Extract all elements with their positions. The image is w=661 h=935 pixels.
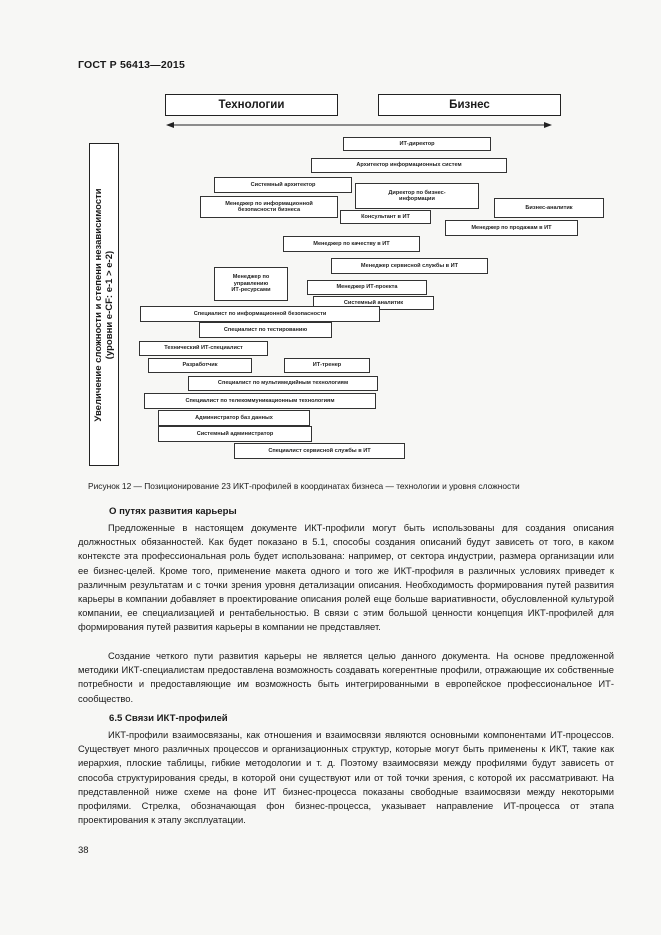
profile-it-trainer: ИТ-тренер: [284, 358, 370, 373]
section-title-career: О путях развития карьеры: [109, 506, 237, 517]
profile-it-director: ИТ-директор: [343, 137, 491, 151]
profile-test-specialist: Специалист по тестированию: [199, 322, 332, 338]
profile-it-project-manager: Менеджер ИТ-проекта: [307, 280, 427, 295]
profile-it-quality-manager: Менеджер по качеству в ИТ: [283, 236, 420, 252]
profile-developer: Разработчик: [148, 358, 252, 373]
profile-business-analyst: Бизнес-аналитик: [494, 198, 604, 218]
complexity-axis-label: Увеличение сложности и степени независимости: [93, 187, 104, 422]
profile-bi-director: Директор по бизнес- информации: [355, 183, 479, 209]
profile-multimedia-specialist: Специалист по мультимедийным технологиям: [188, 376, 378, 391]
section-title-links: 6.5 Связи ИКТ-профилей: [109, 713, 228, 724]
career-paragraph-2: Создание четкого пути развития карьеры не является целью данного документа. На основе предложенной методики ИКТ-специалистам предоставлена возможность создавать когерентные профили, отражающие их собственные потребности и предоставляющие им возможность быть интегрированными в европейское профессиональное ИТ-сообщество.: [78, 650, 614, 704]
technology-axis-label: Технологии: [165, 94, 338, 116]
profile-it-resource-manager: Менеджер по управлению ИТ-ресурсами: [214, 267, 288, 301]
profile-system-administrator: Системный администратор: [158, 426, 312, 442]
profile-is-architect: Архитектор информационных систем: [311, 158, 507, 173]
career-paragraph-1: Предложенные в настоящем документе ИКТ-профили могут быть использованы для создания описания должностных обязанностей. Как будет показано в 5.1, способы создания описаний будут зависеть от того, в каком контексте эта профессиональная роль будет использована: например, от сектора индустрии, размера организации или ее бизнес-целей. Кроме того, применение макета одного и того же ИКТ-профиля в различных условиях приведет к различным результатам и с точки зрения уровня детализации описания. Необходимость формирования путей развития карьеры в компании добавляет в проектирование описания ролей еще больше вариативности, обусловленной культурой компании, ее специализацией и рентабельностью. В связи с этим большой ценности концепция ИКТ-профилей для формирования путей развития карьеры в компании не представляет.: [78, 522, 614, 633]
complexity-axis: [89, 143, 119, 466]
profile-technical-it-specialist: Технический ИТ-специалист: [139, 341, 268, 356]
right-arrowhead-icon: [544, 122, 552, 128]
profile-it-service-manager: Менеджер сервисной службы в ИТ: [331, 258, 488, 274]
profile-systems-analyst: Системный аналитик: [313, 296, 434, 310]
complexity-axis-levels: (уровни e-CF: e-1 > e-2): [104, 250, 115, 359]
document-header: ГОСТ Р 56413—2015: [78, 59, 186, 71]
career-positioning-figure: [88, 90, 618, 468]
profile-system-architect: Системный архитектор: [214, 177, 352, 193]
profile-it-service-specialist: Специалист сервисной службы в ИТ: [234, 443, 405, 459]
business-axis-label: Бизнес: [378, 94, 561, 116]
profile-infosec-specialist: Специалист по информационной безопасности: [140, 306, 380, 322]
profile-business-infosec-manager: Менеджер по информационной безопасности бизнеса: [200, 196, 338, 218]
profile-it-sales-manager: Менеджер по продажам в ИТ: [445, 220, 578, 236]
profile-it-consultant: Консультант в ИТ: [340, 210, 431, 224]
profile-telecom-specialist: Специалист по телекоммуникационным технологиям: [144, 393, 376, 409]
figure-caption: Рисунок 12 — Позиционирование 23 ИКТ-профилей в координатах бизнеса — технологии и уровня сложности: [88, 481, 520, 491]
profile-database-administrator: Администратор баз данных: [158, 410, 310, 426]
links-paragraph-1: ИКТ-профили взаимосвязаны, как отношения и взаимосвязи являются основными компонентами ИТ-процессов. Существует много различных процессов и организационных структур, которые могут быть применены к ИКТ, такие как иерархия, плоские таблицы, гибкие методологии и т. д. Поэтому взаимосвязи между профилями будут зависеть от способа структурирования среды, в которой они существуют или от той точки зрения, с которой их рассматривают. На представленной ниже схеме на фоне ИТ бизнес-процесса показаны свободные взаимосвязи между некоторыми профилями. Стрелка, обозначающая фон бизнес-процесса, указывает направление ИТ-процесса от этапа проектирования к этапу эксплуатации.: [78, 729, 614, 826]
page-number: 38: [78, 845, 89, 856]
left-arrowhead-icon: [166, 122, 174, 128]
